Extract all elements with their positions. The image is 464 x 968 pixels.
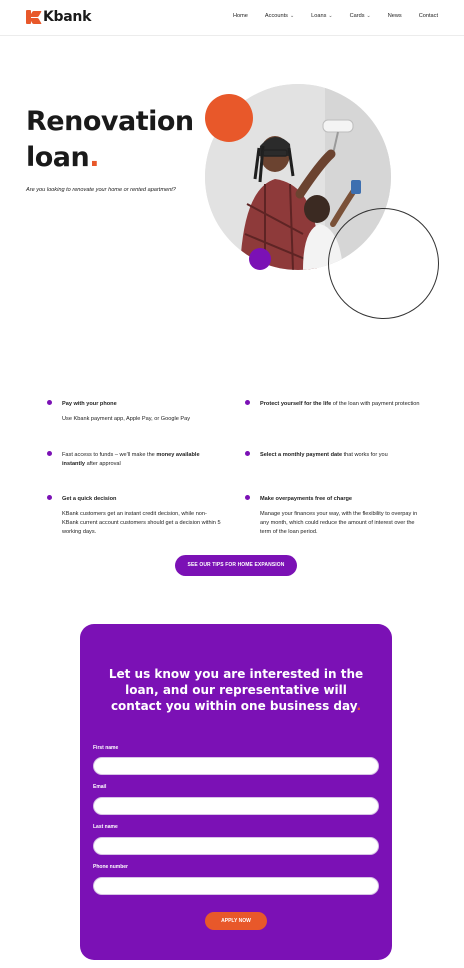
feature-description: KBank customers get an instant credit decision, while non-KBank current account customers should get a decision within 5 working days. <box>62 511 221 535</box>
bullet-dot <box>245 400 250 405</box>
feature-text <box>260 451 425 460</box>
bullet-dot <box>245 495 250 500</box>
email-field[interactable] <box>93 797 379 815</box>
phone-number-label: Phone number <box>93 864 129 870</box>
last-name-label: Last name <box>93 824 118 830</box>
email-label: Email <box>93 784 107 790</box>
site-header <box>0 0 464 36</box>
feature-title: Pay with your phone <box>62 401 117 407</box>
page-title <box>26 104 194 176</box>
feature-text <box>260 400 425 409</box>
apply-now-button[interactable]: APPLY NOW <box>205 912 267 930</box>
bullet-dot <box>47 495 52 500</box>
interest-form-card <box>80 624 392 960</box>
feature-pay-with-phone <box>62 400 237 424</box>
feature-description: Use Kbank payment app, Apple Pay, or Google Pay <box>62 416 191 422</box>
bullet-dot <box>47 451 52 456</box>
main-nav <box>216 13 438 19</box>
title-line-1: Renovation <box>26 106 194 137</box>
bullet-dot <box>245 451 250 456</box>
feature-payment-date <box>260 451 425 460</box>
feature-text-rest: that works for you <box>342 452 388 458</box>
chevron-down-icon: ⌄ <box>328 13 333 19</box>
feature-text-rest: after approval <box>85 461 121 467</box>
nav-item-home[interactable] <box>233 13 248 19</box>
feature-protect-yourself <box>260 400 425 409</box>
feature-overpayments <box>260 495 425 537</box>
nav-label: Accounts <box>264 13 288 19</box>
nav-label: Cards <box>349 13 365 19</box>
nav-item-loans[interactable] <box>311 13 332 19</box>
feature-bold-text: Select a monthly payment date <box>260 452 343 458</box>
feature-text-rest: of the loan with payment protection <box>331 401 420 407</box>
last-name-field[interactable] <box>93 837 379 855</box>
first-name-label: First name <box>93 745 119 751</box>
title-accent-dot: . <box>356 699 362 713</box>
form-title-text: Let us know you are interested in the loan, and our representative will contact you within one business day <box>108 667 364 713</box>
home-expansion-tips-button[interactable]: SEE OUR TIPS FOR HOME EXPANSION <box>175 555 297 576</box>
hero-subtitle: Are you looking to renovate your home or rented apartment? <box>26 187 176 193</box>
feature-description: Manage your finances your way, with the flexibility to overpay in any month, which could reduce the amount of interest over the term of the loan period. <box>260 511 418 535</box>
title-accent-dot: . <box>89 142 100 173</box>
feature-bold-text: money available instantly <box>62 452 200 467</box>
bullet-dot <box>47 400 52 405</box>
brand-name: Kbank <box>43 9 92 25</box>
feature-title: Make overpayments free of charge <box>260 496 353 502</box>
nav-item-accounts[interactable] <box>265 13 294 19</box>
phone-number-field[interactable] <box>93 877 379 895</box>
nav-label: News <box>387 13 402 19</box>
feature-text <box>62 451 202 469</box>
title-line-2: loan <box>26 142 90 173</box>
decorative-purple-circle <box>249 248 271 270</box>
feature-fast-access <box>62 451 202 469</box>
kbank-logo-icon <box>26 10 40 24</box>
nav-item-contact[interactable] <box>419 13 438 19</box>
nav-label: Contact <box>418 13 438 19</box>
nav-item-cards[interactable] <box>350 13 371 19</box>
decorative-orange-circle <box>205 94 253 142</box>
nav-item-news[interactable] <box>388 13 402 19</box>
feature-text-pre: Fast access to funds – we'll make the <box>62 452 157 458</box>
chevron-down-icon: ⌄ <box>289 13 295 19</box>
chevron-down-icon: ⌄ <box>366 13 371 19</box>
nav-label: Home <box>233 13 248 19</box>
decorative-outline-circle <box>328 208 439 319</box>
form-title <box>80 666 392 714</box>
kbank-logo[interactable] <box>26 9 91 25</box>
nav-label: Loans <box>311 13 327 19</box>
first-name-field[interactable] <box>93 757 379 775</box>
feature-title: Get a quick decision <box>62 496 117 502</box>
feature-bold-text: Protect yourself for the life <box>260 401 332 407</box>
feature-quick-decision <box>62 495 222 537</box>
